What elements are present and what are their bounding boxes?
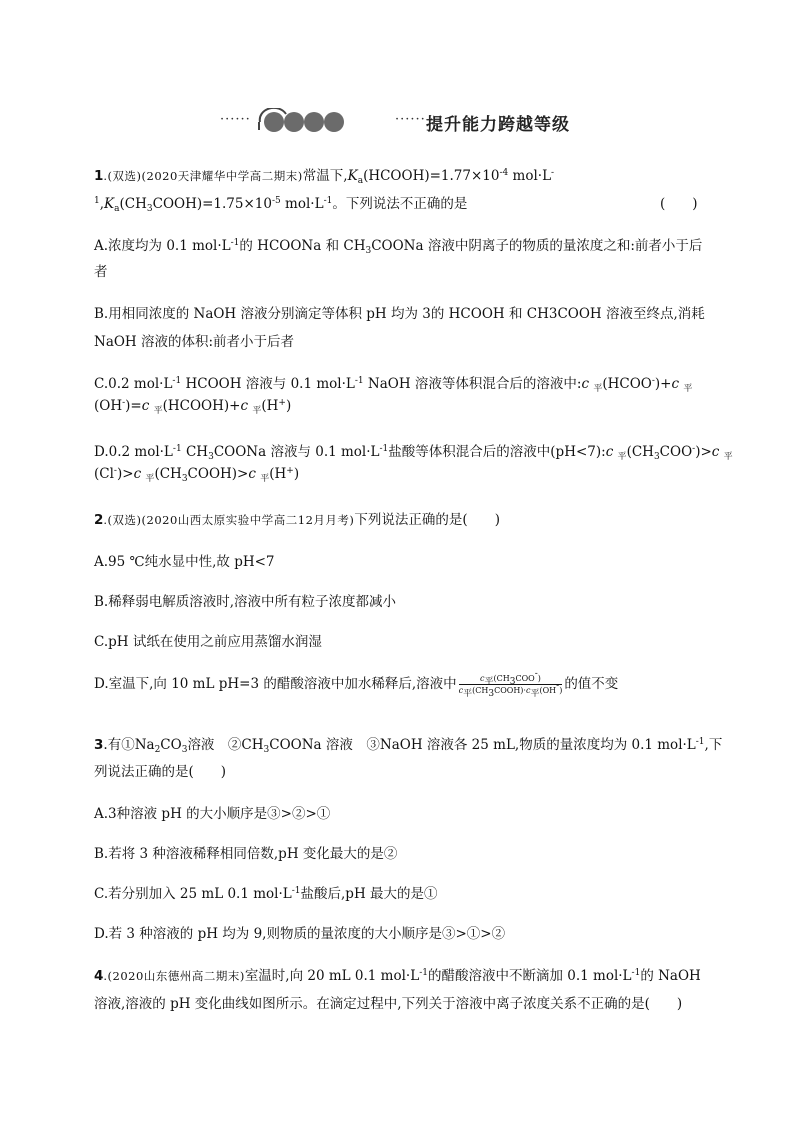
q1-stem-line2: $^1,K_a(CH_3COOH)=1.75\times 10^{-5}$ $mol\cdot L^{-1}$。下列说法不正确的是 — [94, 196, 468, 214]
q3-stem-line1: 3.有$①Na_2CO_3$溶液 $②CH_3COONa$ 溶液 ③NaOH 溶液各 25 mL,物质的量浓度均为 0.1 $mol\cdot L^{-1}$,下 — [94, 737, 723, 755]
q4-source: .(2020山东德州高二期末) — [103, 969, 245, 983]
q2-option-c: C.pH 试纸在使用之前应用蒸馏水润湿 — [94, 634, 322, 650]
banner-circles-icon — [256, 108, 356, 134]
q3-option-c: C.若分别加入 25 mL 0.1 $mol\cdot L^{-1}$盐酸后,pH 最大的是① — [94, 886, 438, 902]
q2-option-b: B.稀释弱电解质溶液时,溶液中所有粒子浓度都减小 — [94, 594, 397, 610]
q3-number: 3 — [94, 737, 104, 753]
q2-fraction — [458, 669, 563, 699]
q4-stem-line1: 4.(2020山东德州高二期末)室温时,向 20 mL 0.1 $mol\cdot L^{-1}$的醋酸溶液中不断滴加 0.1 $mol\cdot L^{-1}$的 NaOH — [94, 968, 701, 984]
q1-answer-paren: ( ) — [660, 196, 698, 212]
q4-stem-line2: 溶液,溶液的 pH 变化曲线如图所示。在滴定过程中,下列关于溶液中离子浓度关系不正确的是( ) — [94, 996, 683, 1012]
q2-fraction-numerator: $c_平(CH_3COO^-)$ — [459, 674, 563, 685]
q1-option-b-cont: NaOH 溶液的体积:前者小于后者 — [94, 334, 295, 350]
q1-stem-line1: 1.(双选)(2020天津耀华中学高二期末)常温下$,K_a(HCOOH)=1.77\times 10^{-4}$ mol·L- — [94, 168, 555, 186]
q3-option-a: A.3种溶液 pH 的大小顺序是③>②>① — [94, 806, 331, 822]
q3-option-d: D.若 3 种溶液的 pH 均为 9,则物质的量浓度的大小顺序是③>①>② — [94, 926, 506, 942]
q1-option-c: C.0.2 $mol\cdot L^{-1}$ HCOOH 溶液与 0.1 $mol\cdot L^{-1}$ NaOH 溶液等体积混合后的溶液中:c $_平$(HCOO-)+c $_平$ — [94, 376, 693, 394]
q4-number: 4 — [94, 968, 104, 984]
section-banner — [220, 108, 600, 136]
q1-option-a: A.浓度均为 0.1 $mol\cdot L^{-1}$的 HCOONa 和 $CH_3COONa$ 溶液中阴离子的物质的量浓度之和:前者小于后 — [94, 238, 703, 256]
q2-option-d: D.室温下,向 10 mL pH=3 的醋酸溶液中加水稀释后,溶液中 $\frac{c_平(CH_3COO^-)}{c_平(CH_3COOH)\cdot c_平(OH^-)}$ 的值不变 — [94, 669, 619, 699]
q1-option-c-cont: (OH-)=c $_平$(HCOOH)+c $_平$(H+) — [94, 398, 292, 416]
section-title: 提升能力跨越等级 — [426, 115, 570, 135]
q1-source: (2020天津耀华中学高二期末) — [141, 169, 303, 183]
q2-source: (2020山西太原实验中学高二12月月考) — [141, 513, 355, 527]
q1-option-b: B.用相同浓度的 NaOH 溶液分别滴定等体积 pH 均为 3的 HCOOH 和 CH3COOH 溶液至终点,消耗 — [94, 306, 705, 322]
q2-option-a: A.95 ℃纯水显中性,故 pH<7 — [94, 554, 275, 570]
q2-number: 2 — [94, 512, 104, 528]
q1-number: 1 — [94, 168, 104, 184]
banner-dots-right: ······ — [395, 112, 426, 127]
q3-stem-line2: 列说法正确的是( ) — [94, 764, 227, 780]
q3-option-b: B.若将 3 种溶液稀释相同倍数,pH 变化最大的是② — [94, 846, 398, 862]
q2-stem: 2.(双选)(2020山西太原实验中学高二12月月考)下列说法正确的是( ) — [94, 512, 500, 528]
q2-fraction-denominator: $c_平(CH_3COOH)\cdot c_平(OH^-)$ — [458, 681, 563, 699]
banner-dots-left: ······ — [220, 112, 251, 127]
q1-option-d-cont: (Cl-)>c $_平(CH_3COOH)>c$ $_平$(H+) — [94, 466, 300, 484]
q1-option-a-cont: 者 — [94, 264, 108, 280]
q1-option-d: D.0.2 $mol\cdot L^{-1}$ $CH_3COONa$ 溶液与 0.1 $mol\cdot L^{-1}$盐酸等体积混合后的溶液中(pH<7):c $_平(CH_3COO^-)>c$ $_平$ — [94, 444, 733, 462]
